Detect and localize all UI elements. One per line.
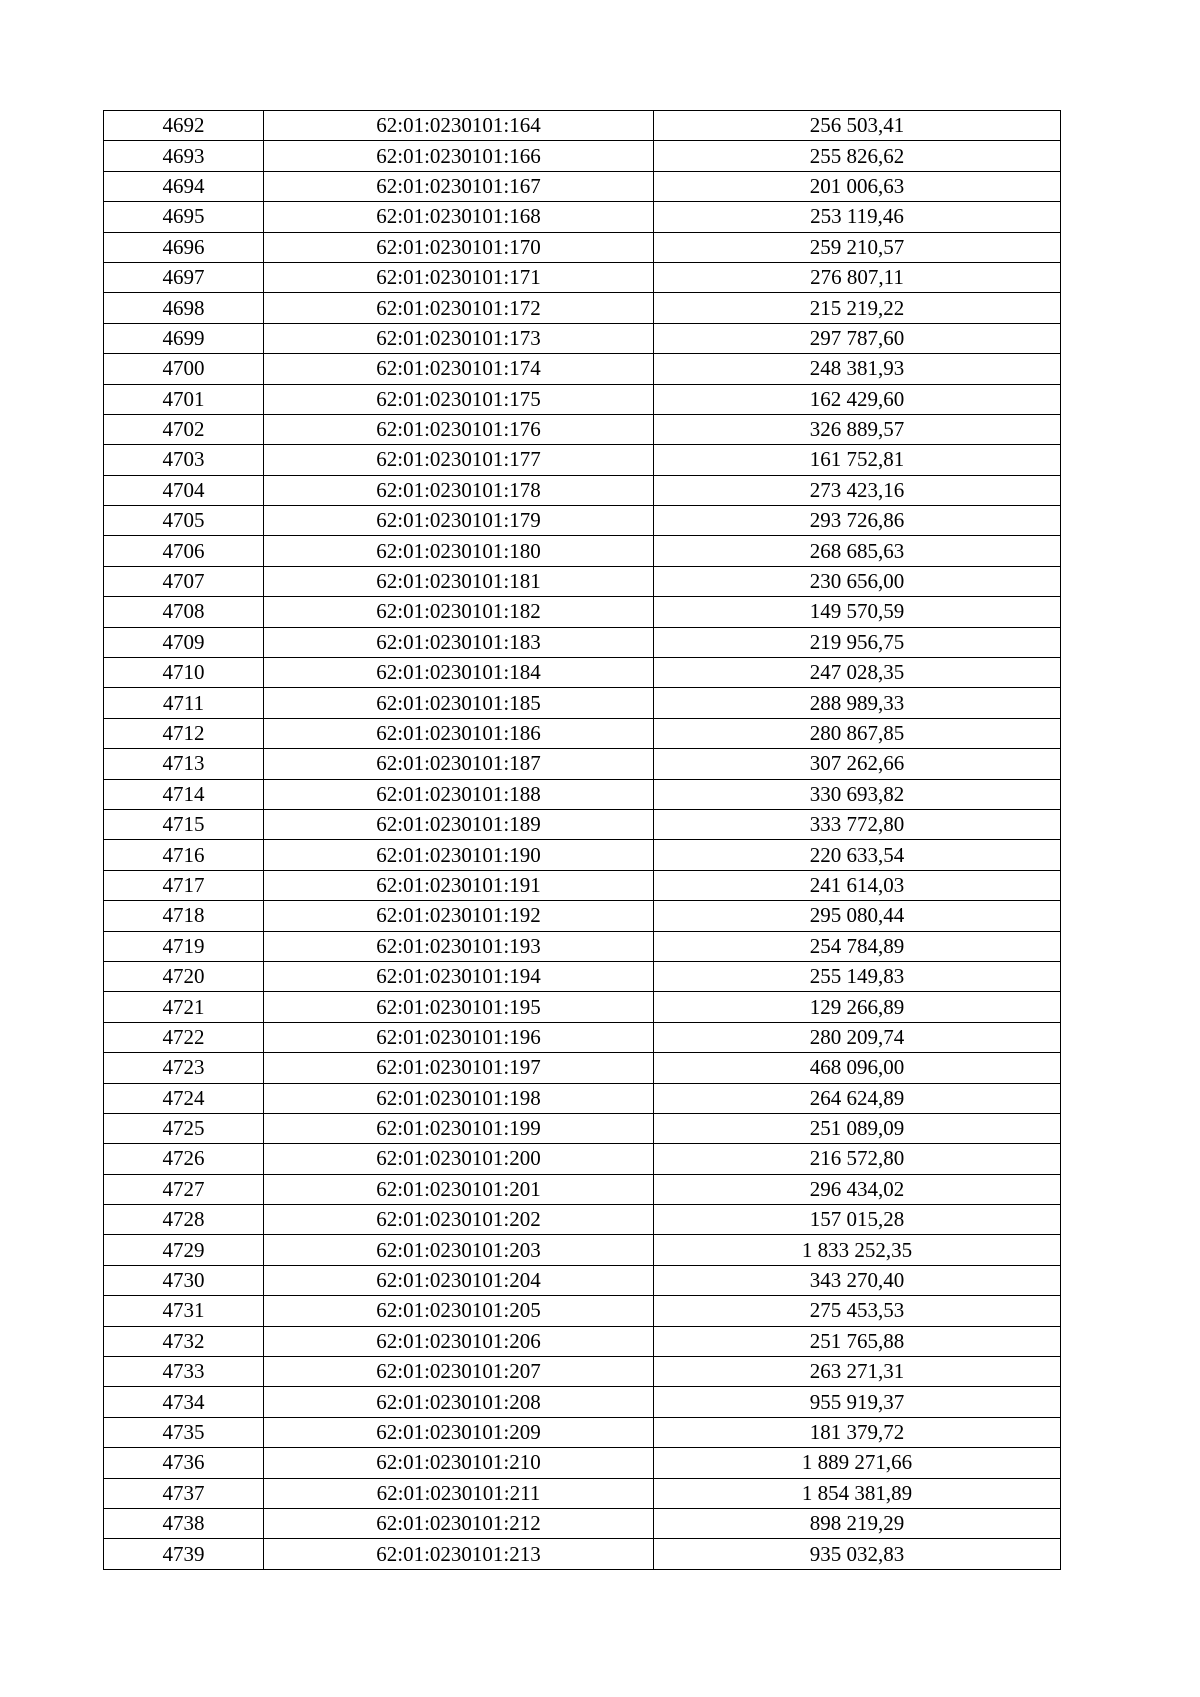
table-row [104, 232, 1061, 262]
table-row [104, 870, 1061, 900]
cadastral-number-cell: 62:01:0230101:180 [264, 536, 654, 566]
value-cell: 276 807,11 [654, 262, 1061, 292]
row-number-cell: 4696 [104, 232, 264, 262]
row-number-cell: 4728 [104, 1205, 264, 1235]
row-number-cell: 4702 [104, 414, 264, 444]
cadastral-number-cell: 62:01:0230101:200 [264, 1144, 654, 1174]
table-row [104, 171, 1061, 201]
value-cell: 253 119,46 [654, 202, 1061, 232]
cadastral-number-cell: 62:01:0230101:184 [264, 658, 654, 688]
cadastral-number-cell: 62:01:0230101:195 [264, 992, 654, 1022]
table-row [104, 536, 1061, 566]
value-cell: 268 685,63 [654, 536, 1061, 566]
value-cell: 220 633,54 [654, 840, 1061, 870]
table-row [104, 414, 1061, 444]
value-cell: 955 919,37 [654, 1387, 1061, 1417]
value-cell: 935 032,83 [654, 1539, 1061, 1569]
table-row [104, 627, 1061, 657]
cadastral-number-cell: 62:01:0230101:175 [264, 384, 654, 414]
table-row [104, 1174, 1061, 1204]
table-body [104, 111, 1061, 1570]
row-number-cell: 4724 [104, 1083, 264, 1113]
table-row [104, 1083, 1061, 1113]
cadastral-value-table [103, 110, 1061, 1570]
cadastral-number-cell: 62:01:0230101:194 [264, 961, 654, 991]
row-number-cell: 4727 [104, 1174, 264, 1204]
cadastral-number-cell: 62:01:0230101:202 [264, 1205, 654, 1235]
cadastral-number-cell: 62:01:0230101:192 [264, 901, 654, 931]
row-number-cell: 4715 [104, 809, 264, 839]
value-cell: 241 614,03 [654, 870, 1061, 900]
value-cell: 275 453,53 [654, 1296, 1061, 1326]
value-cell: 259 210,57 [654, 232, 1061, 262]
value-cell: 297 787,60 [654, 323, 1061, 353]
cadastral-number-cell: 62:01:0230101:197 [264, 1053, 654, 1083]
cadastral-number-cell: 62:01:0230101:182 [264, 597, 654, 627]
table-row [104, 1539, 1061, 1569]
row-number-cell: 4716 [104, 840, 264, 870]
row-number-cell: 4707 [104, 566, 264, 596]
table-row [104, 1235, 1061, 1265]
value-cell: 216 572,80 [654, 1144, 1061, 1174]
value-cell: 256 503,41 [654, 111, 1061, 141]
cadastral-number-cell: 62:01:0230101:172 [264, 293, 654, 323]
value-cell: 219 956,75 [654, 627, 1061, 657]
table-row [104, 1357, 1061, 1387]
table-row [104, 840, 1061, 870]
cadastral-number-cell: 62:01:0230101:196 [264, 1022, 654, 1052]
value-cell: 162 429,60 [654, 384, 1061, 414]
value-cell: 1 833 252,35 [654, 1235, 1061, 1265]
row-number-cell: 4721 [104, 992, 264, 1022]
cadastral-number-cell: 62:01:0230101:176 [264, 414, 654, 444]
cadastral-number-cell: 62:01:0230101:203 [264, 1235, 654, 1265]
value-cell: 251 765,88 [654, 1326, 1061, 1356]
row-number-cell: 4719 [104, 931, 264, 961]
value-cell: 248 381,93 [654, 354, 1061, 384]
value-cell: 343 270,40 [654, 1265, 1061, 1295]
table-row [104, 1205, 1061, 1235]
table-row [104, 1417, 1061, 1447]
row-number-cell: 4723 [104, 1053, 264, 1083]
value-cell: 1 854 381,89 [654, 1478, 1061, 1508]
value-cell: 161 752,81 [654, 445, 1061, 475]
table-row [104, 141, 1061, 171]
row-number-cell: 4729 [104, 1235, 264, 1265]
row-number-cell: 4710 [104, 658, 264, 688]
table-row [104, 749, 1061, 779]
cadastral-number-cell: 62:01:0230101:193 [264, 931, 654, 961]
table-row [104, 323, 1061, 353]
cadastral-number-cell: 62:01:0230101:186 [264, 718, 654, 748]
value-cell: 255 149,83 [654, 961, 1061, 991]
row-number-cell: 4709 [104, 627, 264, 657]
value-cell: 149 570,59 [654, 597, 1061, 627]
value-cell: 264 624,89 [654, 1083, 1061, 1113]
cadastral-number-cell: 62:01:0230101:167 [264, 171, 654, 201]
table-row [104, 445, 1061, 475]
row-number-cell: 4700 [104, 354, 264, 384]
row-number-cell: 4697 [104, 262, 264, 292]
value-cell: 333 772,80 [654, 809, 1061, 839]
row-number-cell: 4717 [104, 870, 264, 900]
value-cell: 1 889 271,66 [654, 1448, 1061, 1478]
value-cell: 129 266,89 [654, 992, 1061, 1022]
table-row [104, 1265, 1061, 1295]
table-row [104, 202, 1061, 232]
cadastral-number-cell: 62:01:0230101:173 [264, 323, 654, 353]
cadastral-number-cell: 62:01:0230101:208 [264, 1387, 654, 1417]
cadastral-number-cell: 62:01:0230101:188 [264, 779, 654, 809]
row-number-cell: 4711 [104, 688, 264, 718]
table-row [104, 992, 1061, 1022]
table-row [104, 961, 1061, 991]
value-cell: 263 271,31 [654, 1357, 1061, 1387]
cadastral-number-cell: 62:01:0230101:189 [264, 809, 654, 839]
table-row [104, 566, 1061, 596]
table-row [104, 597, 1061, 627]
value-cell: 230 656,00 [654, 566, 1061, 596]
cadastral-number-cell: 62:01:0230101:178 [264, 475, 654, 505]
cadastral-number-cell: 62:01:0230101:179 [264, 506, 654, 536]
cadastral-number-cell: 62:01:0230101:170 [264, 232, 654, 262]
cadastral-number-cell: 62:01:0230101:185 [264, 688, 654, 718]
cadastral-number-cell: 62:01:0230101:174 [264, 354, 654, 384]
value-cell: 255 826,62 [654, 141, 1061, 171]
value-cell: 201 006,63 [654, 171, 1061, 201]
table-row [104, 779, 1061, 809]
row-number-cell: 4726 [104, 1144, 264, 1174]
row-number-cell: 4731 [104, 1296, 264, 1326]
row-number-cell: 4703 [104, 445, 264, 475]
table-row [104, 384, 1061, 414]
value-cell: 273 423,16 [654, 475, 1061, 505]
row-number-cell: 4720 [104, 961, 264, 991]
row-number-cell: 4704 [104, 475, 264, 505]
table-row [104, 688, 1061, 718]
table-row [104, 1326, 1061, 1356]
table-row [104, 475, 1061, 505]
row-number-cell: 4738 [104, 1508, 264, 1538]
cadastral-number-cell: 62:01:0230101:205 [264, 1296, 654, 1326]
value-cell: 251 089,09 [654, 1113, 1061, 1143]
row-number-cell: 4733 [104, 1357, 264, 1387]
cadastral-number-cell: 62:01:0230101:177 [264, 445, 654, 475]
cadastral-number-cell: 62:01:0230101:210 [264, 1448, 654, 1478]
table-row [104, 1478, 1061, 1508]
value-cell: 280 209,74 [654, 1022, 1061, 1052]
row-number-cell: 4699 [104, 323, 264, 353]
table-row [104, 1022, 1061, 1052]
row-number-cell: 4730 [104, 1265, 264, 1295]
cadastral-number-cell: 62:01:0230101:190 [264, 840, 654, 870]
row-number-cell: 4712 [104, 718, 264, 748]
row-number-cell: 4708 [104, 597, 264, 627]
row-number-cell: 4737 [104, 1478, 264, 1508]
value-cell: 288 989,33 [654, 688, 1061, 718]
row-number-cell: 4714 [104, 779, 264, 809]
cadastral-number-cell: 62:01:0230101:183 [264, 627, 654, 657]
table-row [104, 293, 1061, 323]
table-row [104, 1113, 1061, 1143]
value-cell: 247 028,35 [654, 658, 1061, 688]
table-row [104, 1508, 1061, 1538]
table-row [104, 111, 1061, 141]
cadastral-number-cell: 62:01:0230101:198 [264, 1083, 654, 1113]
value-cell: 326 889,57 [654, 414, 1061, 444]
table-row [104, 1053, 1061, 1083]
cadastral-number-cell: 62:01:0230101:212 [264, 1508, 654, 1538]
table-row [104, 262, 1061, 292]
cadastral-number-cell: 62:01:0230101:187 [264, 749, 654, 779]
value-cell: 293 726,86 [654, 506, 1061, 536]
value-cell: 215 219,22 [654, 293, 1061, 323]
row-number-cell: 4713 [104, 749, 264, 779]
cadastral-number-cell: 62:01:0230101:191 [264, 870, 654, 900]
cadastral-number-cell: 62:01:0230101:201 [264, 1174, 654, 1204]
value-cell: 295 080,44 [654, 901, 1061, 931]
value-cell: 468 096,00 [654, 1053, 1061, 1083]
cadastral-number-cell: 62:01:0230101:213 [264, 1539, 654, 1569]
value-cell: 330 693,82 [654, 779, 1061, 809]
table-row [104, 1448, 1061, 1478]
row-number-cell: 4692 [104, 111, 264, 141]
row-number-cell: 4693 [104, 141, 264, 171]
value-cell: 898 219,29 [654, 1508, 1061, 1538]
cadastral-number-cell: 62:01:0230101:166 [264, 141, 654, 171]
table-row [104, 658, 1061, 688]
value-cell: 307 262,66 [654, 749, 1061, 779]
cadastral-number-cell: 62:01:0230101:209 [264, 1417, 654, 1447]
row-number-cell: 4701 [104, 384, 264, 414]
cadastral-number-cell: 62:01:0230101:204 [264, 1265, 654, 1295]
row-number-cell: 4732 [104, 1326, 264, 1356]
value-cell: 157 015,28 [654, 1205, 1061, 1235]
cadastral-number-cell: 62:01:0230101:168 [264, 202, 654, 232]
table-row [104, 931, 1061, 961]
value-cell: 181 379,72 [654, 1417, 1061, 1447]
row-number-cell: 4695 [104, 202, 264, 232]
row-number-cell: 4722 [104, 1022, 264, 1052]
row-number-cell: 4718 [104, 901, 264, 931]
table-row [104, 1387, 1061, 1417]
value-cell: 280 867,85 [654, 718, 1061, 748]
table-row [104, 1296, 1061, 1326]
cadastral-number-cell: 62:01:0230101:199 [264, 1113, 654, 1143]
row-number-cell: 4736 [104, 1448, 264, 1478]
row-number-cell: 4734 [104, 1387, 264, 1417]
table-row [104, 809, 1061, 839]
cadastral-number-cell: 62:01:0230101:211 [264, 1478, 654, 1508]
cadastral-number-cell: 62:01:0230101:171 [264, 262, 654, 292]
row-number-cell: 4698 [104, 293, 264, 323]
row-number-cell: 4705 [104, 506, 264, 536]
value-cell: 254 784,89 [654, 931, 1061, 961]
row-number-cell: 4706 [104, 536, 264, 566]
value-cell: 296 434,02 [654, 1174, 1061, 1204]
cadastral-number-cell: 62:01:0230101:164 [264, 111, 654, 141]
row-number-cell: 4694 [104, 171, 264, 201]
table-row [104, 506, 1061, 536]
table-row [104, 354, 1061, 384]
table-row [104, 718, 1061, 748]
cadastral-number-cell: 62:01:0230101:181 [264, 566, 654, 596]
cadastral-number-cell: 62:01:0230101:207 [264, 1357, 654, 1387]
table-row [104, 901, 1061, 931]
row-number-cell: 4725 [104, 1113, 264, 1143]
cadastral-number-cell: 62:01:0230101:206 [264, 1326, 654, 1356]
table-row [104, 1144, 1061, 1174]
row-number-cell: 4735 [104, 1417, 264, 1447]
row-number-cell: 4739 [104, 1539, 264, 1569]
